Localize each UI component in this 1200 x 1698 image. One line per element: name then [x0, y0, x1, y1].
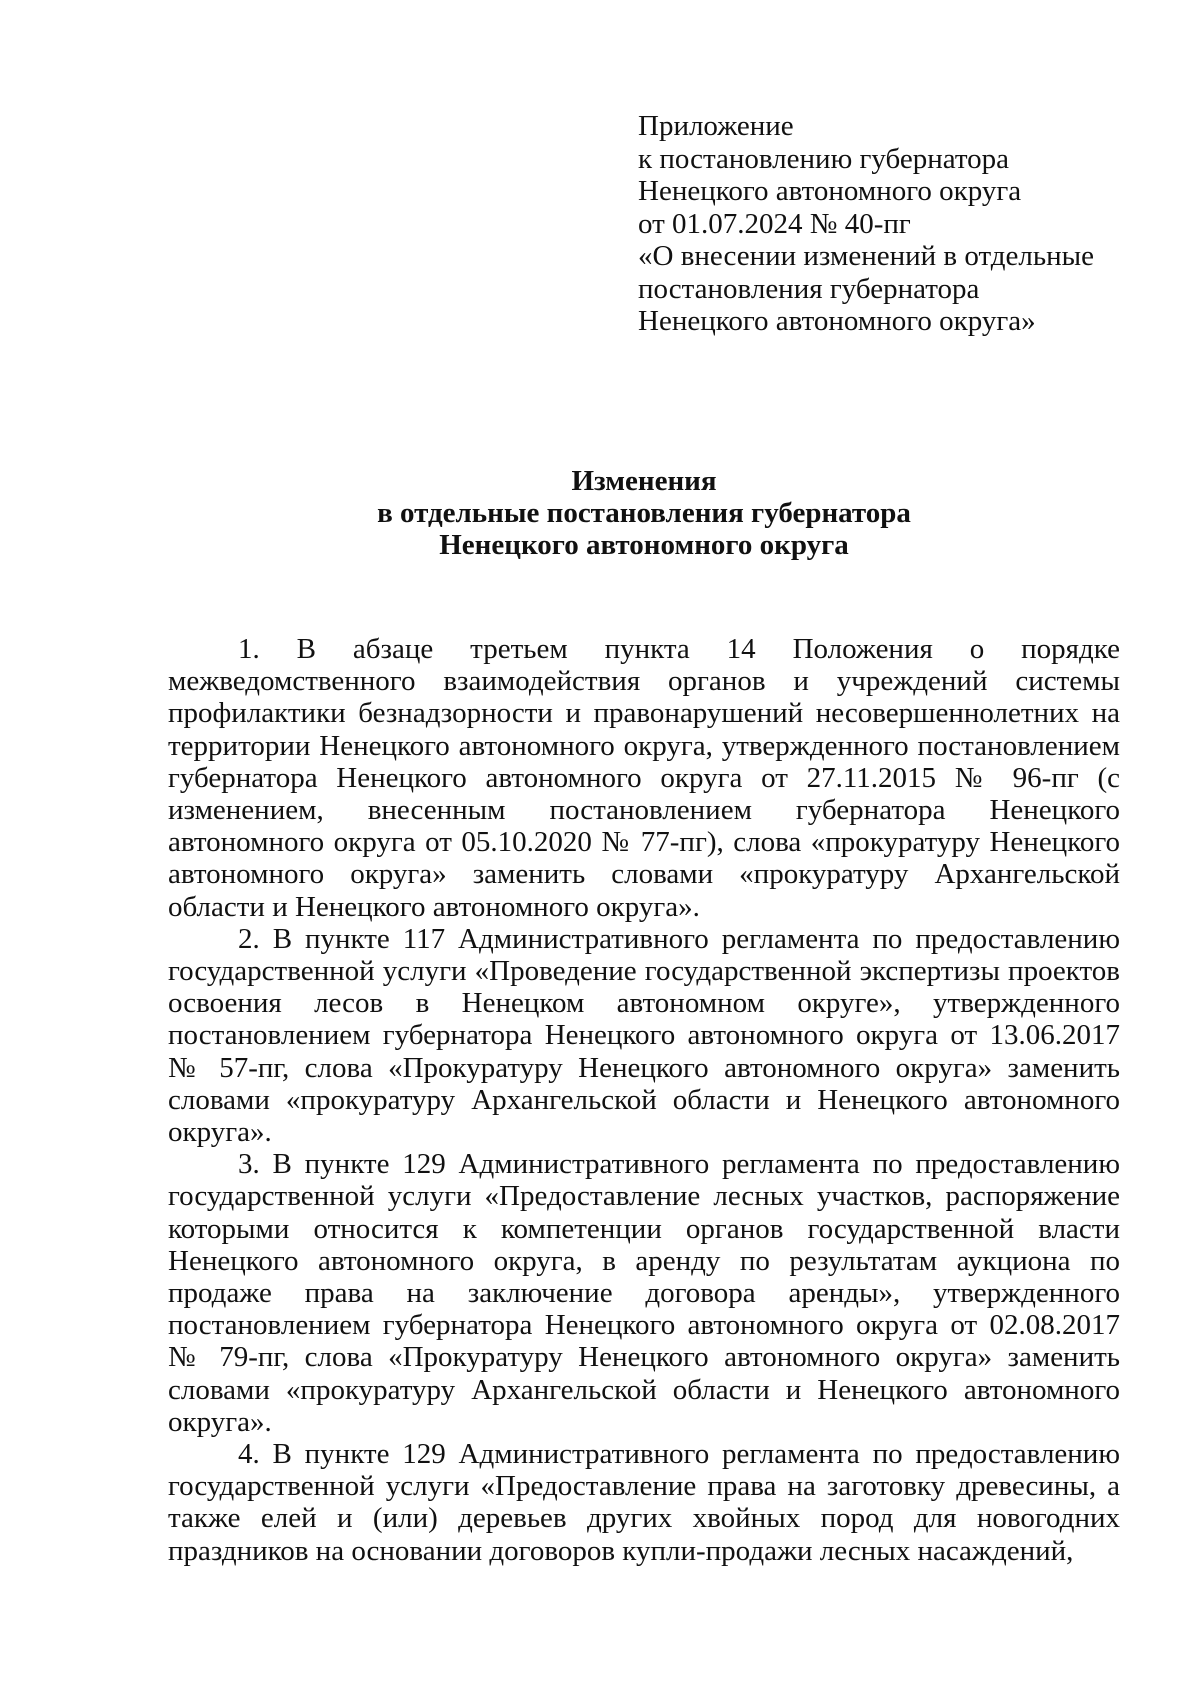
document-body: [168, 633, 1120, 1567]
paragraph-item-2: 2. В пункте 117 Административного регламента по предоставлению государственной услуги «Проведение государственной экспертизы проектов освоения лесов в Ненецком автономном округе», утвержденного постановлением губернатора Ненецкого автономного округа от 13.06.2017 № 57-пг, слова «Прокуратуру Ненецкого автономного округа» заменить словами «прокуратуру Архангельской области и Ненецкого автономного округа».: [168, 922, 1120, 1149]
paragraph-item-4: 4. В пункте 129 Административного регламента по предоставлению государственной услуги «Предоставление права на заготовку древесины, а также елей и (или) деревьев других хвойных пород для новогодних праздников на основании договоров купли-продажи лесных насаждений,: [168, 1438, 1120, 1567]
annex-line: «О внесении изменений в отдельные: [638, 240, 1094, 272]
title-line: Изменения: [571, 465, 717, 497]
paragraph-item-3: 3. В пункте 129 Административного регламента по предоставлению государственной услуги «Предоставление лесных участков, распоряжение которыми относится к компетенции органов государственной власти Ненецкого автономного округа, в аренду по результатам аукциона по продаже права на заключение договора аренды», утвержденного постановлением губернатора Ненецкого автономного округа от 02.08.2017 № 79-пг, слова «Прокуратуру Ненецкого автономного округа» заменить словами «прокуратуру Архангельской области и Ненецкого автономного округа».: [168, 1148, 1120, 1438]
title-line: Ненецкого автономного округа: [439, 529, 849, 561]
title-line: в отдельные постановления губернатора: [377, 497, 911, 529]
annex-line: Приложение: [638, 110, 794, 142]
document-title: [168, 465, 1120, 561]
annex-line: от 01.07.2024 № 40-пг: [638, 207, 911, 240]
annex-line: Ненецкого автономного округа: [638, 175, 1022, 207]
annex-line: постановления губернатора: [638, 272, 980, 305]
annex-line: Ненецкого автономного округа»: [638, 305, 1036, 337]
paragraph-item-1: 1. В абзаце третьем пункта 14 Положения о порядке межведомственного взаимодействия органов и учреждений системы профилактики безнадзорности и правонарушений несовершеннолетних на территории Ненецкого автономного округа, утвержденного постановлением губернатора Ненецкого автономного округа от 27.11.2015 № 96-пг (с изменением, внесенным постановлением губернатора Ненецкого автономного округа от 05.10.2020 № 77-пг), слова «прокуратуру Ненецкого автономного округа» заменить словами «прокуратуру Архангельской области и Ненецкого автономного округа».: [168, 633, 1120, 923]
annex-line: к постановлению губернатора: [638, 142, 1010, 175]
annex-header: [638, 110, 1138, 338]
